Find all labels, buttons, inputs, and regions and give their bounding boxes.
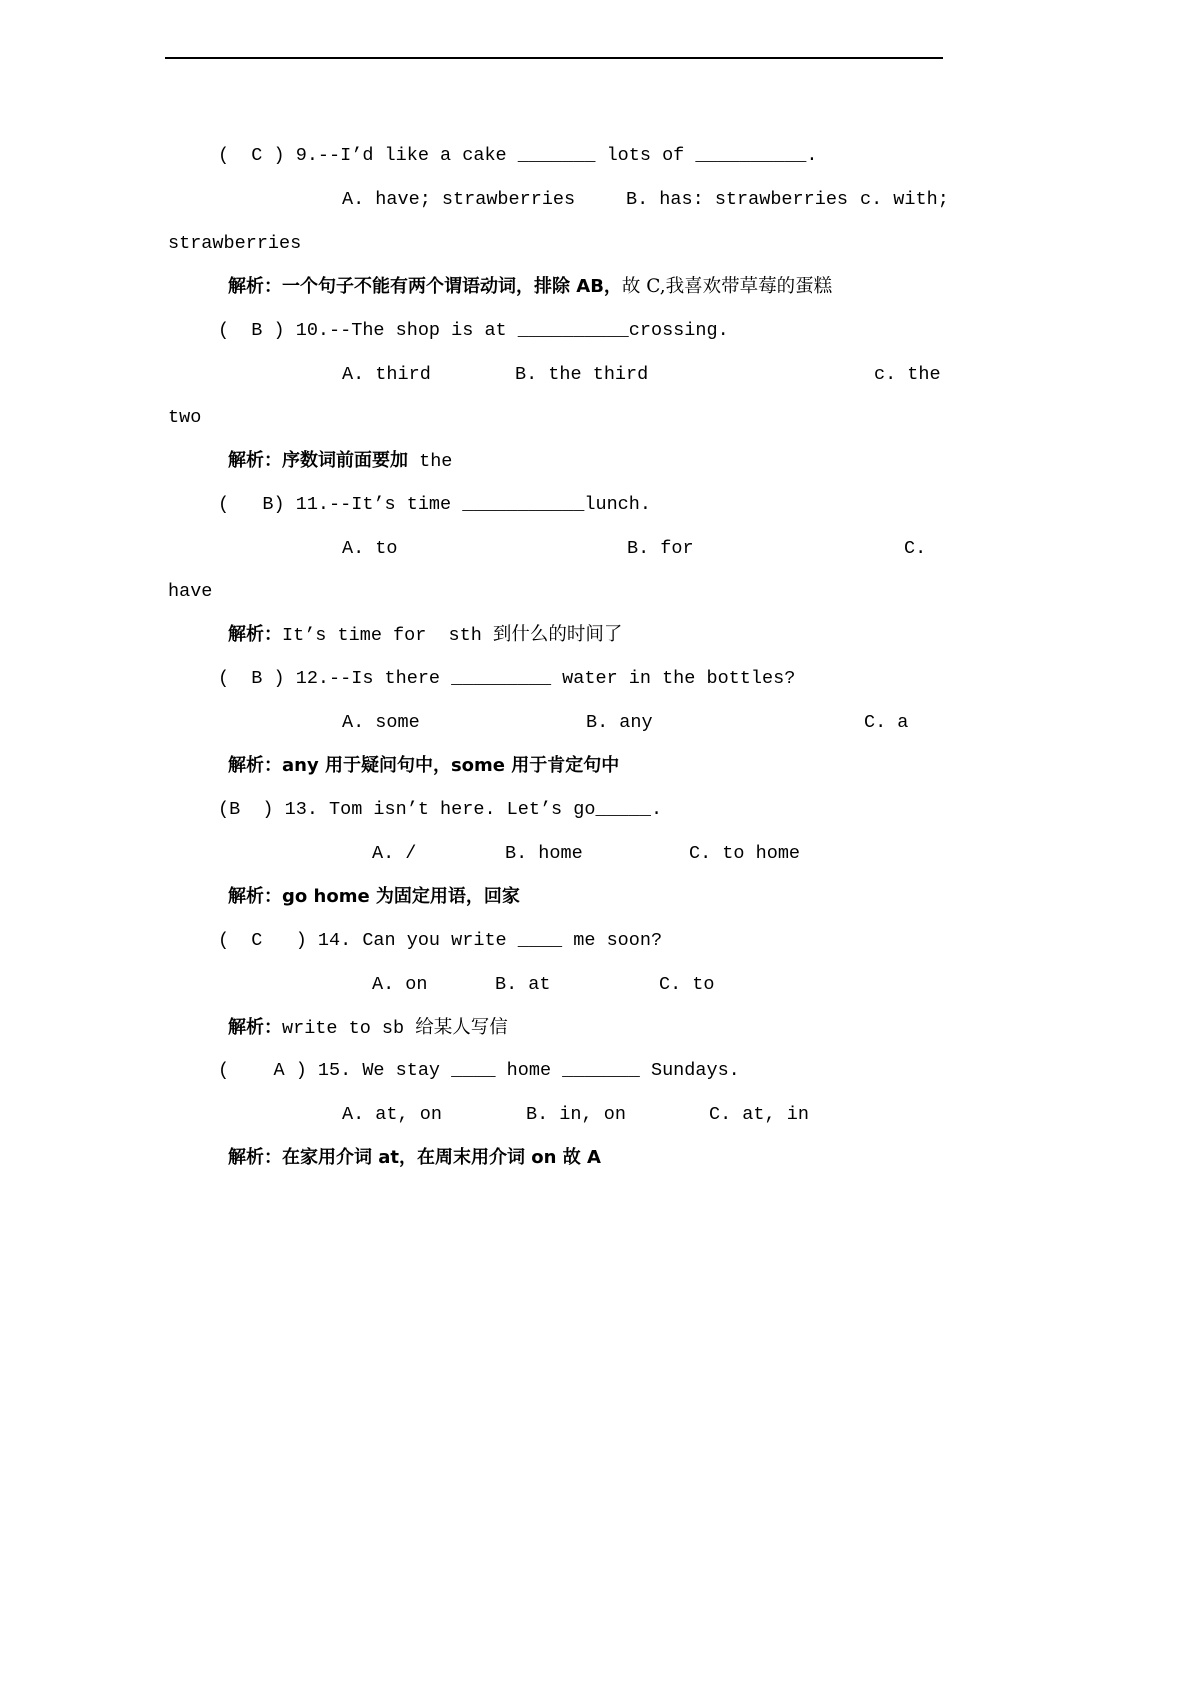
question-11-analysis — [228, 623, 622, 648]
analysis-label: 解析： — [228, 755, 282, 776]
question-11-option-a: A. to — [342, 538, 398, 559]
analysis-label: 解析： — [228, 886, 282, 907]
question-9-option-c: c. with; — [860, 189, 949, 210]
question-15-option-c: C. at, in — [709, 1104, 809, 1125]
question-10: ( B ) 10.--The shop is at __________crossing. — [218, 320, 729, 341]
analysis-label: 解析： — [228, 1147, 282, 1168]
question-12: ( B ) 12.--Is there _________ water in the bottles? — [218, 668, 796, 689]
header-rule — [165, 57, 943, 59]
question-15-option-a: A. at, on — [342, 1104, 442, 1125]
question-12-analysis — [228, 754, 619, 778]
question-14-option-b: B. at — [495, 974, 551, 995]
question-14-analysis — [228, 1016, 508, 1041]
question-13: (B ) 13. Tom isn’t here. Let’s go_____. — [218, 799, 663, 820]
question-12-option-a: A. some — [342, 712, 420, 733]
question-15-analysis — [228, 1146, 601, 1170]
question-13-option-a: A. / — [372, 843, 417, 864]
analysis-label: 解析： — [228, 624, 282, 645]
analysis-label: 解析： — [228, 450, 282, 471]
analysis-bold-text: 序数词前面要加 — [282, 450, 408, 471]
analysis-text: write to sb 给某人写信 — [282, 1018, 508, 1039]
question-13-option-b: B. home — [505, 843, 583, 864]
question-10-option-a: A. third — [342, 364, 431, 385]
question-11-option-c: C. — [904, 538, 927, 559]
question-10-option-c: c. the — [874, 364, 941, 385]
question-10-option-b: B. the third — [515, 364, 649, 385]
analysis-bold-text: 在家用介词 at，在周末用介词 on 故 A — [282, 1147, 601, 1168]
question-10-analysis — [228, 449, 452, 474]
question-13-analysis — [228, 885, 520, 909]
question-13-option-c: C. to home — [689, 843, 801, 864]
analysis-label: 解析： — [228, 1017, 282, 1038]
analysis-text: 故 C,我喜欢带草莓的蛋糕 — [621, 276, 833, 297]
analysis-label: 解析： — [228, 276, 282, 297]
analysis-bold-text: any 用于疑问句中，some 用于肯定句中 — [282, 755, 620, 776]
question-12-option-b: B. any — [586, 712, 653, 733]
question-9-option-c-wrap: strawberries — [168, 233, 302, 254]
analysis-bold-text: 一个句子不能有两个谓语动词，排除 AB， — [282, 276, 622, 297]
analysis-bold-text: go home 为固定用语，回家 — [282, 886, 520, 907]
question-10-option-c-wrap: two — [168, 407, 202, 428]
question-14-option-c: C. to — [659, 974, 715, 995]
question-11-option-c-wrap: have — [168, 581, 213, 602]
question-9-analysis — [228, 275, 832, 299]
question-9-option-b: B. has: strawberries — [626, 189, 849, 210]
question-15-option-b: B. in, on — [526, 1104, 626, 1125]
analysis-text: the — [408, 451, 453, 472]
question-11-option-b: B. for — [627, 538, 694, 559]
question-12-option-c: C. a — [864, 712, 909, 733]
question-11: ( B) 11.--It’s time ___________lunch. — [218, 494, 651, 515]
question-15: ( A ) 15. We stay ____ home _______ Sundays. — [218, 1060, 740, 1081]
question-14-option-a: A. on — [372, 974, 428, 995]
question-9: ( C ) 9.--I’d like a cake _______ lots of __________. — [218, 145, 818, 166]
question-9-option-a: A. have; strawberries — [342, 189, 576, 210]
question-14: ( C ) 14. Can you write ____ me soon? — [218, 930, 663, 951]
analysis-text: It’s time for sth 到什么的时间了 — [282, 625, 623, 646]
